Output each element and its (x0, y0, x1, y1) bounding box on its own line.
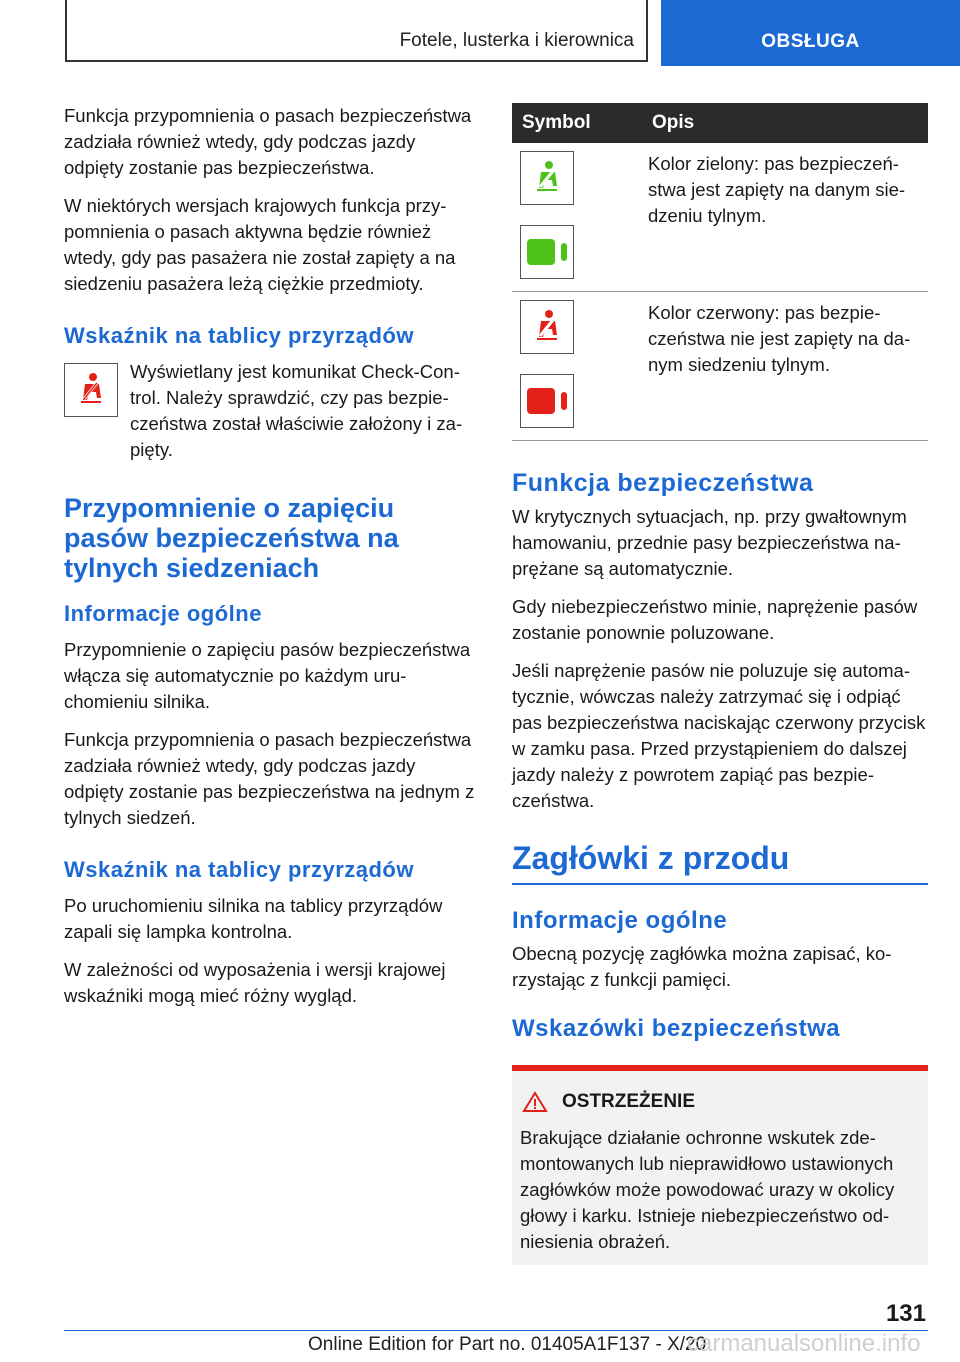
paragraph: Obecną pozycję zagłówka można zapisać, korzystając z funkcji pamięci. (512, 943, 892, 990)
section-title: Fotele, lusterka i kierownica (399, 30, 634, 51)
table-row (512, 292, 928, 441)
heading-safety-function: Funkcja bezpieczeństwa (512, 469, 814, 497)
heading-rear-reminder: Przypomnienie o zapięciu pasów bezpieczeństwa na tylnych siedzeniach (64, 493, 399, 583)
paragraph: Gdy niebezpieczeństwo minie, naprężenie pasów zostanie ponownie poluzowane. (512, 596, 918, 643)
footer-edition: Online Edition for Part no. 01405A1F137 - X/20 (308, 1334, 707, 1355)
indicator-block (64, 359, 479, 463)
heading-safety-tips: Wskazówki bezpieczeństwa (512, 1015, 841, 1042)
warning-title: OSTRZEŻENIE (562, 1091, 696, 1112)
paragraph: W krytycznych sytuacjach, np. przy gwałtownym hamowaniu, przednie pasy bezpieczeństwa naprężane są automatycznie. (512, 506, 907, 579)
indicator-text: Wyświetlany jest komunikat Check-Control. Należy sprawdzić, czy pas bezpieczeństwa został właściwie założony i zapięty. (130, 361, 463, 460)
watermark: carmanualsonline.info (687, 1330, 921, 1357)
paragraph: W zależności od wyposażenia i wersji krajowej wskaźniki mogą mieć różny wygląd. (64, 959, 446, 1006)
table-cell-desc: Kolor czerwony: pas bezpieczeństwa nie jest zapięty na danym siedzeniu tylnym. (642, 292, 928, 441)
paragraph: Funkcja przypomnienia o pasach bezpieczeństwa zadziała również wtedy, gdy podczas jazdy odpięty zostanie pas bezpieczeństwa. (64, 105, 472, 178)
paragraph: Jeśli naprężenie pasów nie poluzuje się automatycznie, wówczas należy zatrzymać się i odpiąć pas bezpieczeństwa naciskając czerwony przycisk w zamku pasa. Przed przystąpieniem do dalszej jazdy należy z powrotem zapiąć pas bezpieczeństwa. (512, 660, 926, 811)
paragraph: Przypomnienie o zapięciu pasów bezpieczeństwa włącza się automatycznie po każdym uruchomieniu silnika. (64, 639, 471, 712)
heading-general: Informacje ogólne (64, 601, 262, 626)
right-column (512, 103, 928, 1265)
table-row (512, 143, 928, 292)
table-cell-desc: Kolor zielony: pas bezpieczeństwa jest zapięty na danym siedzeniu tylnym. (642, 143, 928, 292)
heading-front-headrests: Zagłówki z przodu (512, 840, 928, 885)
section-tab[interactable]: OBSŁUGA (661, 0, 960, 66)
rear-seat-red-icon (520, 374, 574, 428)
heading-indicator-2: Wskaźnik na tablicy przyrządów (64, 857, 414, 882)
seatbelt-green-icon (520, 151, 574, 205)
rear-seat-green-icon (520, 225, 574, 279)
symbol-table (512, 103, 928, 441)
warning-text: Brakujące działanie ochronne wskutek zdemontowanych lub nieprawidłowo ustawionych zagłówków może powodować urazy w okolicy głowy i karku. Istnieje niebezpieczeństwo odniesienia obrażeń. (520, 1127, 895, 1252)
header-box (65, 0, 648, 62)
page-number: 131 (885, 1300, 926, 1327)
paragraph: Po uruchomieniu silnika na tablicy przyrządów zapali się lampka kontrolna. (64, 895, 443, 942)
heading-indicator: Wskaźnik na tablicy przyrządów (64, 323, 414, 348)
seatbelt-warning-icon (64, 363, 118, 417)
paragraph: Funkcja przypomnienia o pasach bezpieczeństwa zadziała również wtedy, gdy podczas jazdy odpięty zostanie pas bezpieczeństwa na jednym z tylnych siedzeń. (64, 729, 475, 828)
left-column (64, 103, 479, 1021)
paragraph: W niektórych wersjach krajowych funkcja przypomnienia o pasach aktywna będzie również wtedy, gdy pas pasażera nie został zapięty a na siedzeniu pasażera leżą ciężkie przedmioty. (64, 195, 456, 294)
table-header-symbol: Symbol (512, 103, 642, 143)
table-header-desc: Opis (642, 103, 928, 143)
seatbelt-red-icon (520, 300, 574, 354)
warning-box (512, 1071, 928, 1265)
heading-general-right: Informacje ogólne (512, 907, 728, 934)
warning-triangle-icon (522, 1091, 548, 1113)
warning-title-row (522, 1091, 920, 1113)
